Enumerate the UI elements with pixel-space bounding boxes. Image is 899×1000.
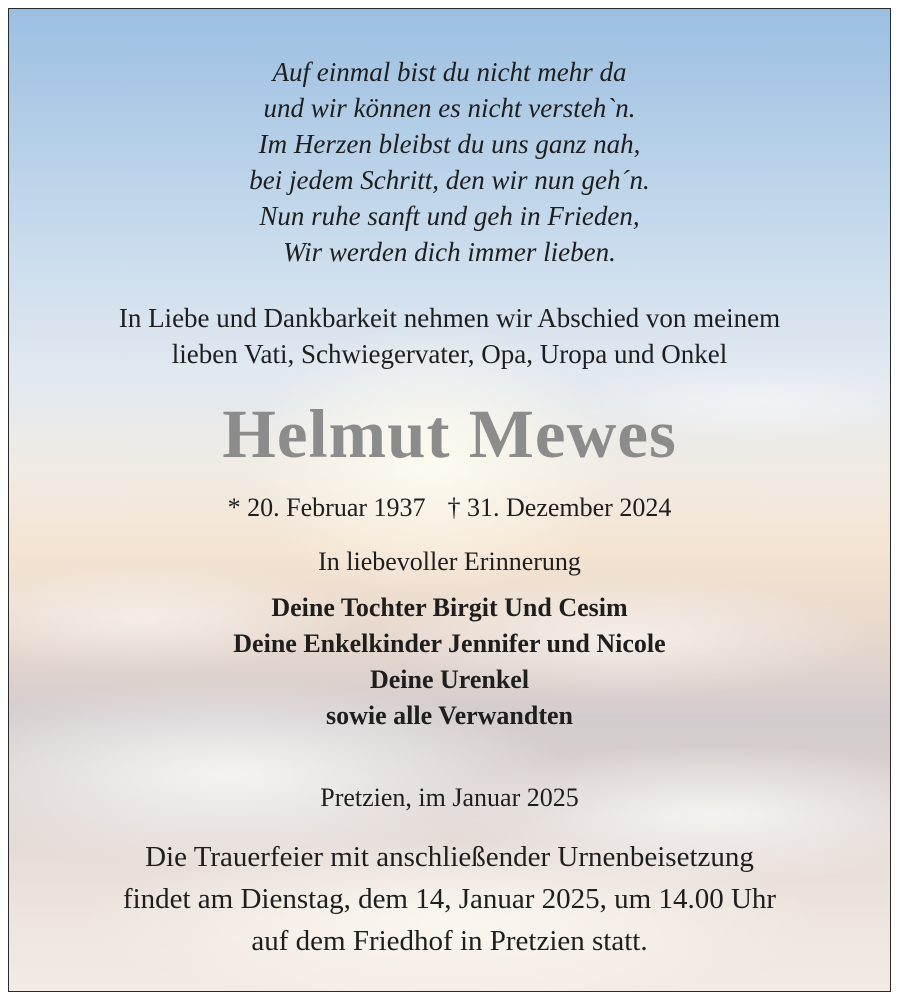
poem-line-6: Wir werden dich immer lieben. bbox=[283, 237, 616, 267]
service-line-2: findet am Dienstag, dem 14, Januar 2025, um 14.00 Uhr bbox=[122, 883, 777, 915]
death-date: † 31. Dezember 2024 bbox=[447, 493, 672, 522]
place-and-date: Pretzien, im Januar 2025 bbox=[320, 783, 579, 812]
life-dates bbox=[9, 493, 890, 523]
farewell-line-2: lieben Vati, Schwiegervater, Opa, Uropa und Onkel bbox=[171, 339, 728, 369]
mourner-line-2: Deine Enkelkinder Jennifer und Nicole bbox=[233, 629, 666, 658]
poem-line-3: Im Herzen bleibst du uns ganz nah, bbox=[258, 129, 641, 159]
mourner-line-3: Deine Urenkel bbox=[369, 665, 530, 694]
poem-line-4: bei jedem Schritt, den wir nun geh´n. bbox=[249, 165, 650, 195]
mourner-line-4: sowie alle Verwandten bbox=[326, 701, 573, 730]
farewell-line-1: In Liebe und Dankbarkeit nehmen wir Abschied von meinem bbox=[118, 303, 781, 333]
obituary-notice bbox=[8, 8, 891, 992]
birth-date: * 20. Februar 1937 bbox=[227, 493, 426, 522]
poem-line-1: Auf einmal bist du nicht mehr da bbox=[272, 57, 627, 87]
poem-line-2: und wir können es nicht versteh`n. bbox=[263, 93, 636, 123]
deceased-name: Helmut Mewes bbox=[222, 396, 677, 472]
remembrance-line: In liebevoller Erinnerung bbox=[318, 547, 581, 576]
service-line-3: auf dem Friedhof in Pretzien statt. bbox=[251, 925, 648, 957]
poem-line-5: Nun ruhe sanft und geh in Frieden, bbox=[259, 201, 640, 231]
service-line-1: Die Trauerfeier mit anschließender Urnenbeisetzung bbox=[145, 841, 754, 873]
mourner-line-1: Deine Tochter Birgit Und Cesim bbox=[271, 593, 628, 622]
